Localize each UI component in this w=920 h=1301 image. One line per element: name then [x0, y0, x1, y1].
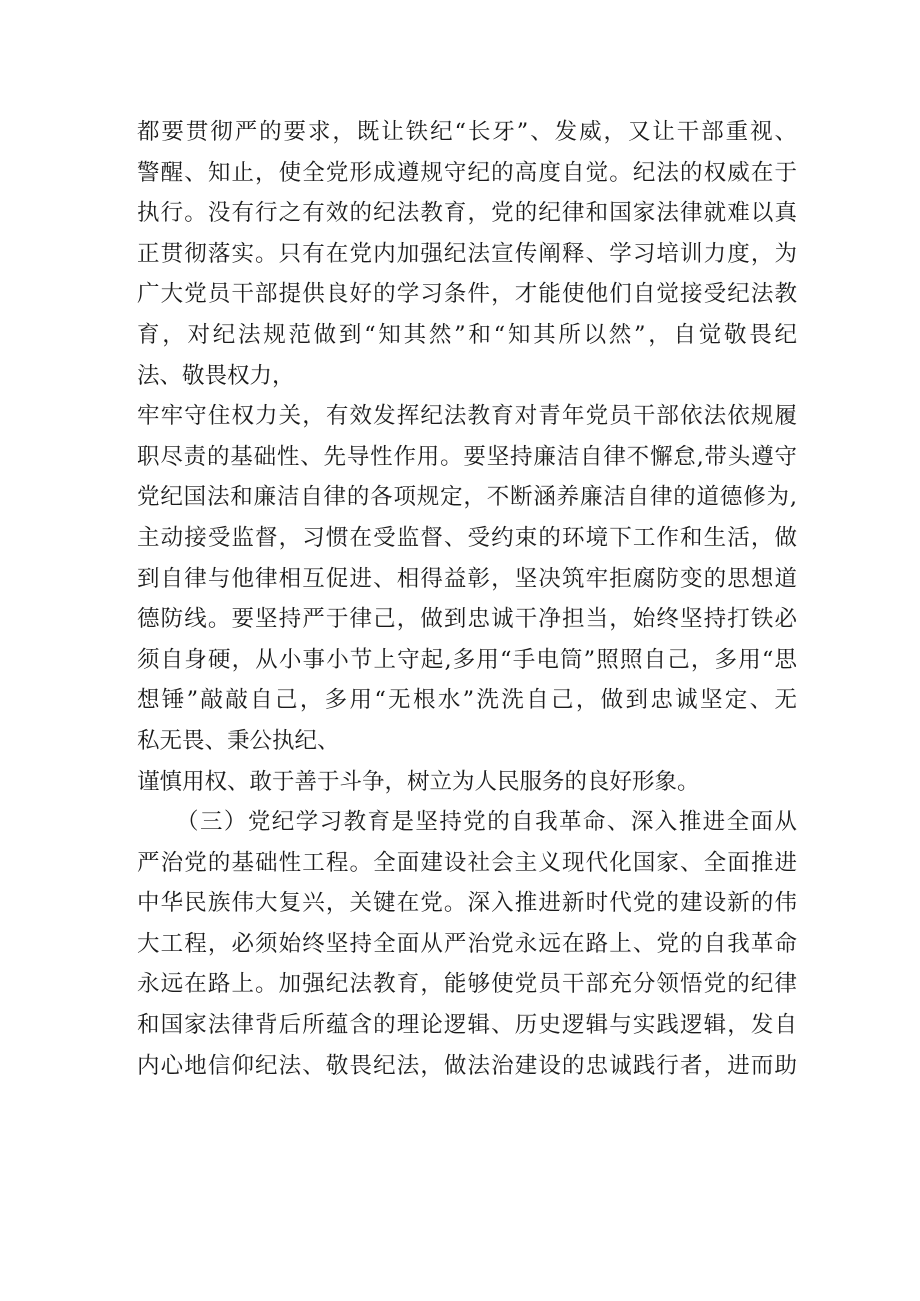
text-line: 正贯彻落实。只有在党内加强纪法宣传阐释、学习培训力度，为	[137, 240, 797, 267]
text-line: 德防线。要坚持严于律己，做到忠诚干净担当，始终坚持打铁必	[137, 606, 797, 633]
text-line: 谨慎用权、敢于善于斗争，树立为人民服务的良好形象。	[137, 768, 700, 795]
text-line: 想锤”敲敲自己，多用“无根水”洗洗自己，做到忠诚坚定、无	[137, 687, 797, 714]
text-line: 牢牢守住权力关，有效发挥纪法教育对青年党员干部依法依规履	[137, 403, 797, 430]
text-line: 永远在路上。加强纪法教育，能够使党员干部充分领悟党的纪律	[137, 971, 797, 998]
text-line: 严治党的基础性工程。全面建设社会主义现代化国家、全面推进	[137, 849, 797, 876]
text-line: 执行。没有行之有效的纪法教育，党的纪律和国家法律就难以真	[137, 200, 797, 227]
text-line: 党纪国法和廉洁自律的各项规定，不断涵养廉洁自律的道德修为,	[137, 484, 797, 511]
text-line: 职尽责的基础性、先导性作用。要坚持廉洁自律不懈怠,带头遵守	[137, 443, 797, 470]
body-text	[137, 112, 797, 1086]
text-line: 到自律与他律相互促进、相得益彰，坚决筑牢拒腐防变的思想道	[137, 565, 797, 592]
text-line: 内心地信仰纪法、敬畏纪法，做法治建设的忠诚践行者，进而助	[137, 1052, 797, 1079]
text-line: 和国家法律背后所蕴含的理论逻辑、历史逻辑与实践逻辑，发自	[137, 1012, 797, 1039]
text-line: 主动接受监督，习惯在受监督、受约束的环境下工作和生活，做	[137, 524, 797, 551]
text-line: 中华民族伟大复兴，关键在党。深入推进新时代党的建设新的伟	[137, 890, 797, 917]
paragraph-first-line: （三）党纪学习教育是坚持党的自我革命、深入推进全面从	[176, 809, 797, 836]
text-line: 警醒、知止，使全党形成遵规守纪的高度自觉。纪法的权威在于	[137, 159, 797, 186]
text-line: 都要贯彻严的要求，既让铁纪“长牙”、发威，又让干部重视、	[137, 119, 797, 145]
text-line: 须自身硬，从小事小节上守起,多用“手电筒”照照自己，多用“思	[137, 646, 797, 673]
text-line: 育，对纪法规范做到“知其然”和“知其所以然”，自觉敬畏纪	[137, 321, 797, 348]
text-line: 私无畏、秉公执纪、	[137, 727, 340, 754]
text-line: 大工程，必须始终坚持全面从严治党永远在路上、党的自我革命	[137, 930, 797, 957]
text-line: 广大党员干部提供良好的学习条件，才能使他们自觉接受纪法教	[137, 281, 797, 308]
text-line: 法、敬畏权力，	[137, 362, 295, 389]
